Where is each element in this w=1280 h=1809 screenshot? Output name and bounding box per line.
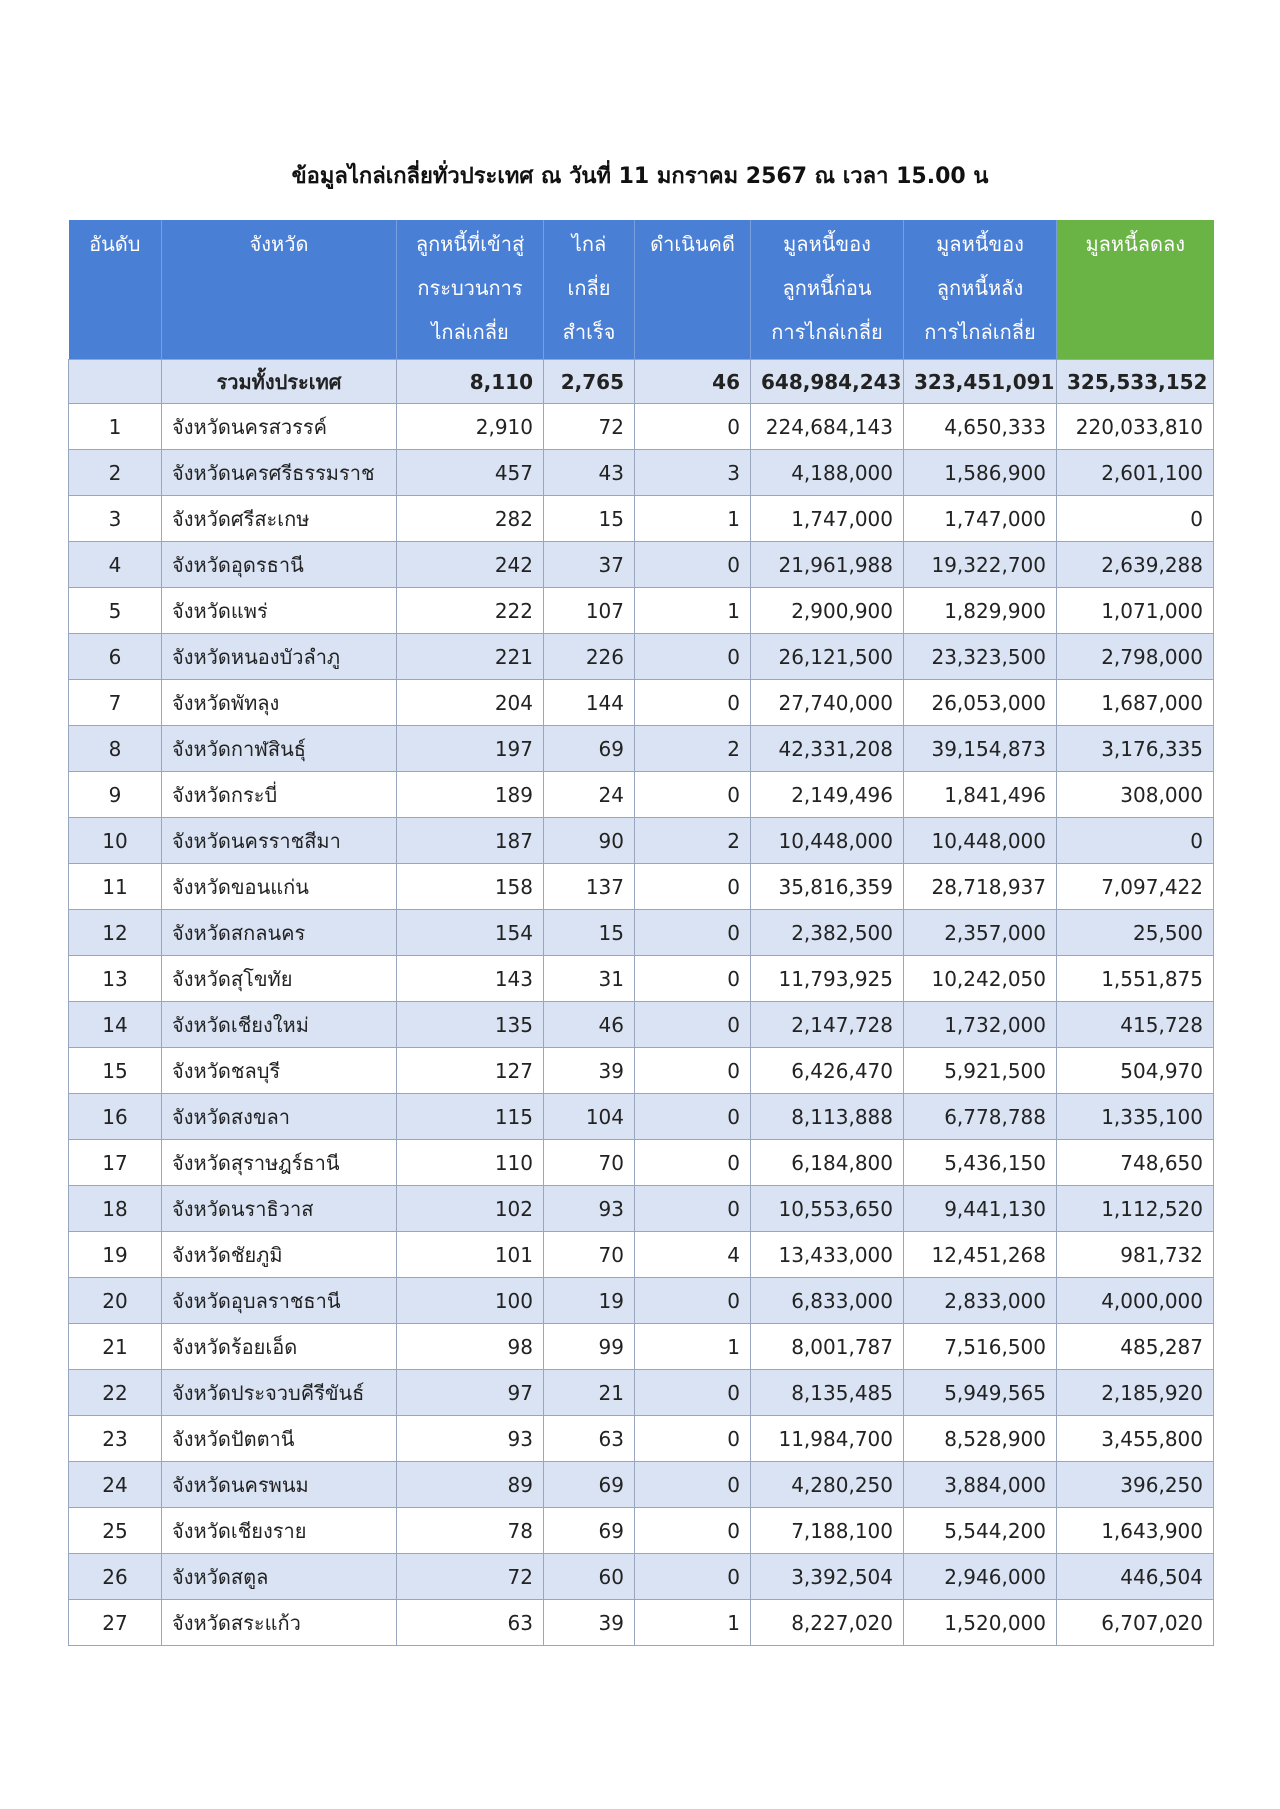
rank-cell: 15 [69,1048,162,1094]
debt-before-cell: 35,816,359 [751,864,904,910]
debtors-cell: 222 [397,588,544,634]
total-row [69,360,1214,404]
page-title: ข้อมูลไกล่เกลี่ยทั่วประเทศ ณ วันที่ 11 มกราคม 2567 ณ เวลา 15.00 น [291,164,989,189]
debt-reduced-cell: 748,650 [1057,1140,1214,1186]
success-cell: 144 [544,680,635,726]
debt-before-cell: 13,433,000 [751,1232,904,1278]
debtors-cell: 135 [397,1002,544,1048]
rank-cell: 22 [69,1370,162,1416]
lawsuit-cell: 0 [635,1140,751,1186]
table-row [69,910,1214,956]
rank-cell: 12 [69,910,162,956]
table-row [69,864,1214,910]
table-row [69,1232,1214,1278]
province-cell: จังหวัดอุบลราชธานี [162,1278,397,1324]
debt-reduced-cell: 504,970 [1057,1048,1214,1094]
rank-cell: 27 [69,1600,162,1646]
debt-before-cell: 224,684,143 [751,404,904,450]
debtors-cell: 115 [397,1094,544,1140]
province-cell: จังหวัดประจวบคีรีขันธ์ [162,1370,397,1416]
debt-before-cell: 4,188,000 [751,450,904,496]
total-debt-reduced: 325,533,152 [1057,360,1214,404]
debt-before-cell: 27,740,000 [751,680,904,726]
debt-after-cell: 3,884,000 [904,1462,1057,1508]
success-cell: 63 [544,1416,635,1462]
province-cell: จังหวัดนครศรีธรรมราช [162,450,397,496]
debt-after-cell: 10,242,050 [904,956,1057,1002]
debtors-cell: 78 [397,1508,544,1554]
success-cell: 21 [544,1370,635,1416]
rank-cell: 13 [69,956,162,1002]
debt-before-cell: 6,833,000 [751,1278,904,1324]
debt-before-cell: 6,426,470 [751,1048,904,1094]
success-cell: 39 [544,1600,635,1646]
debtors-cell: 2,910 [397,404,544,450]
province-cell: จังหวัดสระแก้ว [162,1600,397,1646]
header-debt-before: มูลหนี้ของ ลูกหนี้ก่อน การไกล่เกลี่ย [751,220,904,360]
debt-before-cell: 2,382,500 [751,910,904,956]
lawsuit-cell: 0 [635,1048,751,1094]
rank-cell: 21 [69,1324,162,1370]
debt-after-cell: 2,833,000 [904,1278,1057,1324]
header-debtors: ลูกหนี้ที่เข้าสู่ กระบวนการ ไกล่เกลี่ย [397,220,544,360]
lawsuit-cell: 1 [635,1324,751,1370]
province-cell: จังหวัดสุราษฎร์ธานี [162,1140,397,1186]
debtors-cell: 100 [397,1278,544,1324]
debt-after-cell: 5,921,500 [904,1048,1057,1094]
rank-cell: 20 [69,1278,162,1324]
table-row [69,1002,1214,1048]
debt-reduced-cell: 0 [1057,496,1214,542]
success-cell: 99 [544,1324,635,1370]
debtors-cell: 143 [397,956,544,1002]
lawsuit-cell: 1 [635,496,751,542]
lawsuit-cell: 4 [635,1232,751,1278]
header-province: จังหวัด [162,220,397,360]
debtors-cell: 102 [397,1186,544,1232]
debtors-cell: 93 [397,1416,544,1462]
rank-cell: 17 [69,1140,162,1186]
total-label: รวมทั้งประเทศ [162,360,397,404]
success-cell: 107 [544,588,635,634]
lawsuit-cell: 1 [635,1600,751,1646]
debt-reduced-cell: 1,112,520 [1057,1186,1214,1232]
total-debtors: 8,110 [397,360,544,404]
rank-cell: 1 [69,404,162,450]
total-lawsuit: 46 [635,360,751,404]
debt-reduced-cell: 485,287 [1057,1324,1214,1370]
rank-cell: 8 [69,726,162,772]
table-row [69,634,1214,680]
table-row [69,1186,1214,1232]
success-cell: 69 [544,1462,635,1508]
success-cell: 137 [544,864,635,910]
rank-cell: 10 [69,818,162,864]
lawsuit-cell: 0 [635,910,751,956]
success-cell: 19 [544,1278,635,1324]
rank-cell: 2 [69,450,162,496]
debt-before-cell: 11,984,700 [751,1416,904,1462]
total-success: 2,765 [544,360,635,404]
province-cell: จังหวัดร้อยเอ็ด [162,1324,397,1370]
debtors-cell: 97 [397,1370,544,1416]
debt-reduced-cell: 415,728 [1057,1002,1214,1048]
debt-reduced-cell: 1,335,100 [1057,1094,1214,1140]
table-row [69,496,1214,542]
debtors-cell: 242 [397,542,544,588]
success-cell: 72 [544,404,635,450]
table-row [69,1508,1214,1554]
debt-reduced-cell: 0 [1057,818,1214,864]
debt-reduced-cell: 1,687,000 [1057,680,1214,726]
rank-cell: 18 [69,1186,162,1232]
province-cell: จังหวัดพัทลุง [162,680,397,726]
debtors-cell: 187 [397,818,544,864]
table-row [69,404,1214,450]
debt-after-cell: 1,520,000 [904,1600,1057,1646]
lawsuit-cell: 0 [635,1278,751,1324]
debt-before-cell: 8,113,888 [751,1094,904,1140]
success-cell: 37 [544,542,635,588]
success-cell: 43 [544,450,635,496]
debt-reduced-cell: 6,707,020 [1057,1600,1214,1646]
debt-reduced-cell: 220,033,810 [1057,404,1214,450]
rank-cell: 23 [69,1416,162,1462]
province-cell: จังหวัดสุโขทัย [162,956,397,1002]
debt-after-cell: 23,323,500 [904,634,1057,680]
lawsuit-cell: 0 [635,1462,751,1508]
table-row [69,680,1214,726]
debt-before-cell: 3,392,504 [751,1554,904,1600]
header-debt-after: มูลหนี้ของ ลูกหนี้หลัง การไกล่เกลี่ย [904,220,1057,360]
debt-after-cell: 5,949,565 [904,1370,1057,1416]
debt-before-cell: 2,900,900 [751,588,904,634]
lawsuit-cell: 1 [635,588,751,634]
success-cell: 46 [544,1002,635,1048]
table-row [69,1416,1214,1462]
province-cell: จังหวัดปัตตานี [162,1416,397,1462]
lawsuit-cell: 0 [635,772,751,818]
rank-cell: 11 [69,864,162,910]
debt-after-cell: 39,154,873 [904,726,1057,772]
debt-before-cell: 26,121,500 [751,634,904,680]
success-cell: 226 [544,634,635,680]
table-row [69,1370,1214,1416]
header-rank: อันดับ [69,220,162,360]
debtors-cell: 221 [397,634,544,680]
rank-cell: 25 [69,1508,162,1554]
debt-reduced-cell: 1,551,875 [1057,956,1214,1002]
lawsuit-cell: 0 [635,1186,751,1232]
debt-before-cell: 42,331,208 [751,726,904,772]
header-lawsuit: ดำเนินคดี [635,220,751,360]
debt-before-cell: 8,135,485 [751,1370,904,1416]
province-cell: จังหวัดศรีสะเกษ [162,496,397,542]
debt-reduced-cell: 25,500 [1057,910,1214,956]
success-cell: 90 [544,818,635,864]
debt-reduced-cell: 2,639,288 [1057,542,1214,588]
province-cell: จังหวัดชัยภูมิ [162,1232,397,1278]
table-row [69,1278,1214,1324]
debt-reduced-cell: 396,250 [1057,1462,1214,1508]
rank-cell: 6 [69,634,162,680]
lawsuit-cell: 2 [635,726,751,772]
debt-after-cell: 2,357,000 [904,910,1057,956]
debtors-cell: 110 [397,1140,544,1186]
debt-reduced-cell: 7,097,422 [1057,864,1214,910]
total-debt-after: 323,451,091 [904,360,1057,404]
province-cell: จังหวัดกระบี่ [162,772,397,818]
debt-after-cell: 5,436,150 [904,1140,1057,1186]
debt-after-cell: 1,747,000 [904,496,1057,542]
debtors-cell: 204 [397,680,544,726]
rank-cell: 24 [69,1462,162,1508]
debt-after-cell: 10,448,000 [904,818,1057,864]
debt-reduced-cell: 981,732 [1057,1232,1214,1278]
debt-before-cell: 8,001,787 [751,1324,904,1370]
table-row [69,1324,1214,1370]
success-cell: 39 [544,1048,635,1094]
debt-before-cell: 7,188,100 [751,1508,904,1554]
debt-after-cell: 6,778,788 [904,1094,1057,1140]
lawsuit-cell: 0 [635,1508,751,1554]
province-cell: จังหวัดสงขลา [162,1094,397,1140]
debtors-cell: 101 [397,1232,544,1278]
lawsuit-cell: 0 [635,1094,751,1140]
success-cell: 69 [544,1508,635,1554]
debt-reduced-cell: 446,504 [1057,1554,1214,1600]
mediation-table [68,220,1214,1646]
debt-reduced-cell: 2,601,100 [1057,450,1214,496]
rank-cell: 26 [69,1554,162,1600]
debt-reduced-cell: 2,185,920 [1057,1370,1214,1416]
success-cell: 104 [544,1094,635,1140]
total-rank-cell [69,360,162,404]
table-row [69,1462,1214,1508]
debt-reduced-cell: 3,455,800 [1057,1416,1214,1462]
debtors-cell: 282 [397,496,544,542]
lawsuit-cell: 0 [635,542,751,588]
rank-cell: 5 [69,588,162,634]
province-cell: จังหวัดขอนแก่น [162,864,397,910]
debtors-cell: 98 [397,1324,544,1370]
debtors-cell: 63 [397,1600,544,1646]
debtors-cell: 158 [397,864,544,910]
province-cell: จังหวัดเชียงใหม่ [162,1002,397,1048]
lawsuit-cell: 0 [635,956,751,1002]
debt-before-cell: 4,280,250 [751,1462,904,1508]
table-row [69,772,1214,818]
table-row [69,956,1214,1002]
debtors-cell: 457 [397,450,544,496]
debt-before-cell: 1,747,000 [751,496,904,542]
province-cell: จังหวัดเชียงราย [162,1508,397,1554]
debt-after-cell: 9,441,130 [904,1186,1057,1232]
province-cell: จังหวัดแพร่ [162,588,397,634]
debt-after-cell: 1,841,496 [904,772,1057,818]
debtors-cell: 154 [397,910,544,956]
lawsuit-cell: 0 [635,1554,751,1600]
debt-after-cell: 26,053,000 [904,680,1057,726]
table-row [69,1048,1214,1094]
debt-after-cell: 5,544,200 [904,1508,1057,1554]
debtors-cell: 197 [397,726,544,772]
province-cell: จังหวัดนครราชสีมา [162,818,397,864]
rank-cell: 19 [69,1232,162,1278]
province-cell: จังหวัดนราธิวาส [162,1186,397,1232]
success-cell: 15 [544,496,635,542]
header-success: ไกล่ เกลี่ย สำเร็จ [544,220,635,360]
lawsuit-cell: 0 [635,680,751,726]
success-cell: 69 [544,726,635,772]
debt-before-cell: 10,448,000 [751,818,904,864]
table-row [69,1554,1214,1600]
debt-before-cell: 11,793,925 [751,956,904,1002]
table-row [69,818,1214,864]
province-cell: จังหวัดสกลนคร [162,910,397,956]
success-cell: 93 [544,1186,635,1232]
lawsuit-cell: 0 [635,1416,751,1462]
debt-reduced-cell: 2,798,000 [1057,634,1214,680]
province-cell: จังหวัดชลบุรี [162,1048,397,1094]
header-row [69,220,1214,360]
lawsuit-cell: 0 [635,864,751,910]
success-cell: 60 [544,1554,635,1600]
success-cell: 15 [544,910,635,956]
table-row [69,450,1214,496]
table-row [69,542,1214,588]
rank-cell: 7 [69,680,162,726]
debt-reduced-cell: 1,071,000 [1057,588,1214,634]
debt-after-cell: 19,322,700 [904,542,1057,588]
debtors-cell: 89 [397,1462,544,1508]
debt-after-cell: 2,946,000 [904,1554,1057,1600]
rank-cell: 4 [69,542,162,588]
debt-after-cell: 8,528,900 [904,1416,1057,1462]
debt-before-cell: 21,961,988 [751,542,904,588]
debt-after-cell: 7,516,500 [904,1324,1057,1370]
province-cell: จังหวัดสตูล [162,1554,397,1600]
total-debt-before: 648,984,243 [751,360,904,404]
lawsuit-cell: 0 [635,1370,751,1416]
debtors-cell: 127 [397,1048,544,1094]
rank-cell: 14 [69,1002,162,1048]
lawsuit-cell: 3 [635,450,751,496]
debt-reduced-cell: 308,000 [1057,772,1214,818]
success-cell: 70 [544,1232,635,1278]
debtors-cell: 189 [397,772,544,818]
table-row [69,588,1214,634]
header-debt-reduced: มูลหนี้ลดลง [1057,220,1214,360]
province-cell: จังหวัดหนองบัวลำภู [162,634,397,680]
debt-reduced-cell: 1,643,900 [1057,1508,1214,1554]
table-row [69,1094,1214,1140]
debt-after-cell: 12,451,268 [904,1232,1057,1278]
lawsuit-cell: 0 [635,634,751,680]
success-cell: 70 [544,1140,635,1186]
rank-cell: 3 [69,496,162,542]
rank-cell: 16 [69,1094,162,1140]
lawsuit-cell: 2 [635,818,751,864]
lawsuit-cell: 0 [635,1002,751,1048]
success-cell: 24 [544,772,635,818]
province-cell: จังหวัดนครสวรรค์ [162,404,397,450]
debt-after-cell: 1,586,900 [904,450,1057,496]
province-cell: จังหวัดอุดรธานี [162,542,397,588]
debt-after-cell: 1,829,900 [904,588,1057,634]
debt-after-cell: 28,718,937 [904,864,1057,910]
debt-before-cell: 8,227,020 [751,1600,904,1646]
debt-after-cell: 1,732,000 [904,1002,1057,1048]
debt-before-cell: 10,553,650 [751,1186,904,1232]
debt-reduced-cell: 4,000,000 [1057,1278,1214,1324]
table-row [69,726,1214,772]
success-cell: 31 [544,956,635,1002]
debt-before-cell: 2,147,728 [751,1002,904,1048]
province-cell: จังหวัดนครพนม [162,1462,397,1508]
province-cell: จังหวัดกาฬสินธุ์ [162,726,397,772]
debt-before-cell: 2,149,496 [751,772,904,818]
table-row [69,1600,1214,1646]
table-row [69,1140,1214,1186]
debtors-cell: 72 [397,1554,544,1600]
lawsuit-cell: 0 [635,404,751,450]
debt-before-cell: 6,184,800 [751,1140,904,1186]
debt-reduced-cell: 3,176,335 [1057,726,1214,772]
debt-after-cell: 4,650,333 [904,404,1057,450]
rank-cell: 9 [69,772,162,818]
